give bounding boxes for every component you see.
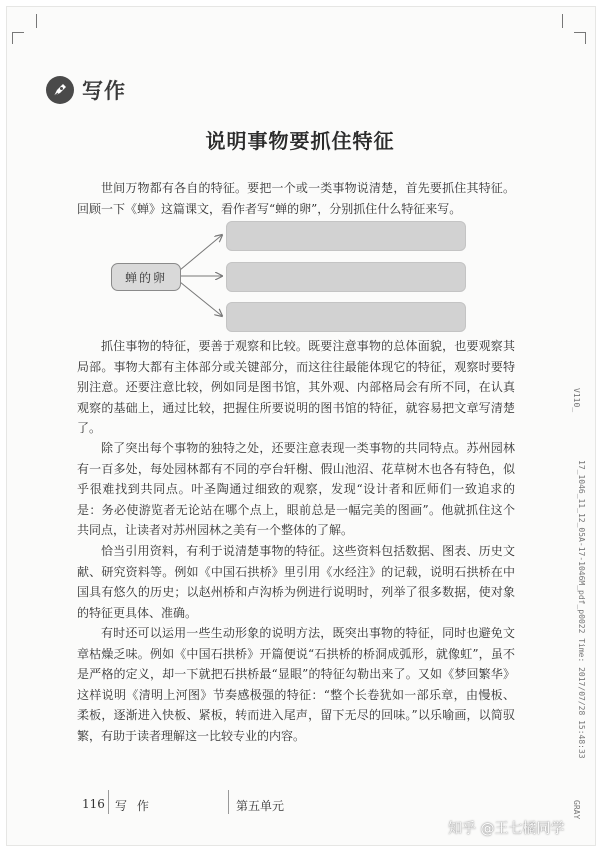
footer-unit: 第五单元 bbox=[236, 799, 285, 813]
blank-answer-box bbox=[226, 302, 466, 332]
footer-divider bbox=[228, 790, 229, 814]
section-header bbox=[46, 75, 126, 105]
footer-section: 写 作 bbox=[115, 799, 152, 813]
print-metadata: 17_1046_11_12_05A-17-1046M_pdf_p0022 Time: 2017/07/28 15:48:33 bbox=[577, 460, 586, 759]
paragraph: 除了突出每个事物的独特之处，还要注意表现一类事物的共同特点。苏州园林有一百多处，每处园林都有不同的亭台轩榭、假山池沼、花草树木也各有特色，似乎很难找到共同点。叶圣陶通过细致的观察，发现“设计者和匠师们一致追求的是：务必使游览者无论站在哪个点上，眼前总是一幅完美的图画”。他就抓住这个共同点，让读者对苏州园林之美有一个整体的了解。 bbox=[77, 441, 515, 537]
bottom-code: GRAY bbox=[572, 800, 581, 820]
side-code: V110_ bbox=[572, 388, 581, 413]
crop-mark bbox=[562, 14, 563, 28]
page-number: 116 bbox=[82, 797, 105, 811]
paragraph: 世间万物都有各自的特征。要把一个或一类事物说清楚，首先要抓住其特征。回顾一下《蝉》这篇课文，看作者写“蝉的卵”，分别抓住什么特征来写。 bbox=[77, 181, 515, 216]
footer-divider bbox=[108, 790, 109, 814]
paragraph: 有时还可以运用一些生动形象的说明方法，既突出事物的特征，同时也避免文章枯燥乏味。例如《中国石拱桥》开篇便说“石拱桥的桥洞成弧形，就像虹”，虽不是严格的定义，却一下就把石拱桥最“显眼”的特征勾勒出来了。又如《梦回繁华》这样说明《清明上河图》节奏感极强的特征：“整个长卷犹如一部乐章，由慢板、柔板，逐渐进入快板、紧板，转而进入尾声，留下无尽的回味。”以乐喻画，以简驭繁，有助于读者理解这一比较专业的内容。 bbox=[77, 626, 515, 743]
crop-mark bbox=[585, 32, 586, 44]
egg-feature-diagram bbox=[100, 220, 470, 332]
arrow-top bbox=[180, 235, 222, 270]
diagram-node-egg: 蝉的卵 bbox=[111, 263, 181, 291]
crop-mark bbox=[36, 14, 37, 28]
paragraph: 抓住事物的特征，要善于观察和比较。既要注意事物的总体面貌，也要观察其局部。事物大都有主体部分或关键部分，而这往往最能体现它的特征，观察时要特别注意。还要注意比较，例如同是图书馆，其外观、内部格局会有所不同，在认真观察的基础上，通过比较，把握住所要说明的图书馆的特征，就容易把文章写清楚了。 bbox=[77, 339, 515, 435]
arrow-bottom bbox=[180, 282, 222, 316]
section-label: 写作 bbox=[82, 79, 126, 103]
pen-nib-icon bbox=[46, 76, 74, 104]
paragraph: 恰当引用资料，有利于说清楚事物的特征。这些资料包括数据、图表、历史文献、研究资料等。例如《中国石拱桥》里引用《水经注》的记载，说明石拱桥在中国具有悠久的历史；以赵州桥和卢沟桥为例进行说明时，列举了很多数据，使对象的特征更具体、准确。 bbox=[77, 544, 515, 620]
crop-mark bbox=[12, 32, 24, 33]
watermark: 知乎 @王七橘同学 bbox=[448, 821, 565, 837]
page-title: 说明事物要抓住特征 bbox=[205, 129, 395, 153]
blank-answer-box bbox=[226, 262, 466, 292]
blank-answer-box bbox=[226, 221, 466, 251]
crop-mark bbox=[12, 32, 13, 44]
